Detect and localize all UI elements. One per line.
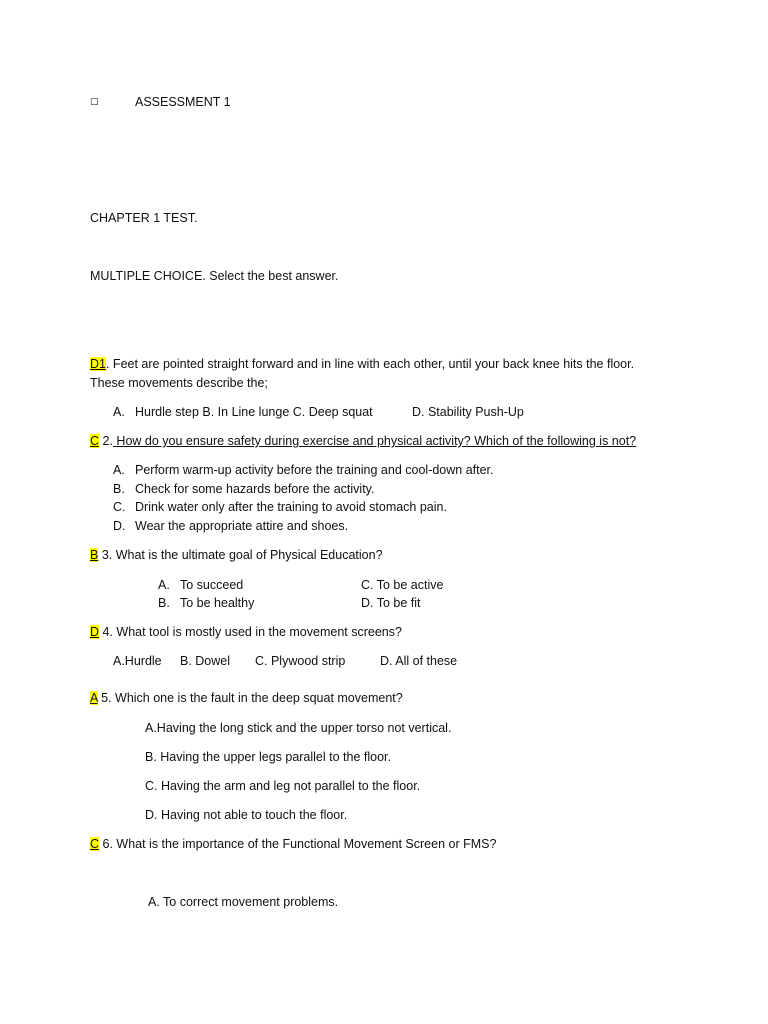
option-letter: B. [158, 596, 170, 610]
option-text: B. Having the upper legs parallel to the floor. [145, 750, 391, 764]
answer-mark: D [90, 625, 100, 639]
question-6 [90, 837, 496, 851]
option-letter: C. [113, 500, 126, 514]
option-letter: D. [113, 519, 126, 533]
option-text: B. Dowel [180, 654, 231, 668]
question-text: . Feet are pointed straight forward and in line with each other, until your back knee hits the floor. [105, 357, 635, 371]
option-text: C. Having the arm and leg not parallel to the floor. [145, 779, 421, 793]
question-text: 4. What tool is mostly used in the movement screens? [99, 625, 402, 639]
page-title: ASSESSMENT 1 [135, 95, 231, 109]
option-text: To be healthy [180, 596, 255, 610]
answer-mark: A [90, 691, 98, 705]
option-text: A.Having the long stick and the upper torso not vertical. [145, 721, 452, 735]
option-letter: A. [113, 463, 125, 477]
option-text: Perform warm-up activity before the training and cool-down after. [135, 463, 494, 477]
question-2 [90, 434, 636, 448]
question-text: How do you ensure safety during exercise and physical activity? Which of the following is not? [112, 434, 637, 448]
option-text: C. To be active [361, 578, 444, 592]
answer-mark: C [90, 837, 100, 851]
instructions: MULTIPLE CHOICE. Select the best answer. [90, 269, 339, 283]
question-3 [90, 548, 383, 562]
option-text: A.Hurdle [113, 654, 162, 668]
chapter-title: CHAPTER 1 TEST. [90, 211, 198, 225]
option-text: D. Having not able to touch the floor. [145, 808, 348, 822]
question-text: 5. Which one is the fault in the deep squat movement? [97, 691, 403, 705]
answer-mark: B [90, 548, 99, 562]
option-text: Check for some hazards before the activity. [135, 482, 375, 496]
question-text: 3. What is the ultimate goal of Physical Education? [98, 548, 383, 562]
option-text: D. All of these [380, 654, 458, 668]
bullet-glyph: □ [90, 97, 99, 107]
question-text: 6. What is the importance of the Functional Movement Screen or FMS? [99, 837, 497, 851]
option-text: Drink water only after the training to avoid stomach pain. [135, 500, 447, 514]
question-text-continued: These movements describe the; [90, 376, 268, 390]
question-5 [90, 691, 403, 705]
answer-mark: D1 [90, 357, 106, 371]
option-text: Wear the appropriate attire and shoes. [135, 519, 349, 533]
option-letter: A. [158, 578, 170, 592]
question-1 [90, 357, 634, 371]
question-number: 2. [99, 434, 113, 448]
option-text: Hurdle step B. In Line lunge C. Deep squat [135, 405, 373, 419]
question-4 [90, 625, 402, 639]
option-text: A. To correct movement problems. [148, 895, 339, 909]
option-text: D. To be fit [361, 596, 421, 610]
option-text: To succeed [180, 578, 244, 592]
answer-mark: C [90, 434, 100, 448]
option-letter: B. [113, 482, 125, 496]
option-text: D. Stability Push-Up [412, 405, 524, 419]
option-text: C. Plywood strip [255, 654, 346, 668]
option-letter: A. [113, 405, 125, 419]
